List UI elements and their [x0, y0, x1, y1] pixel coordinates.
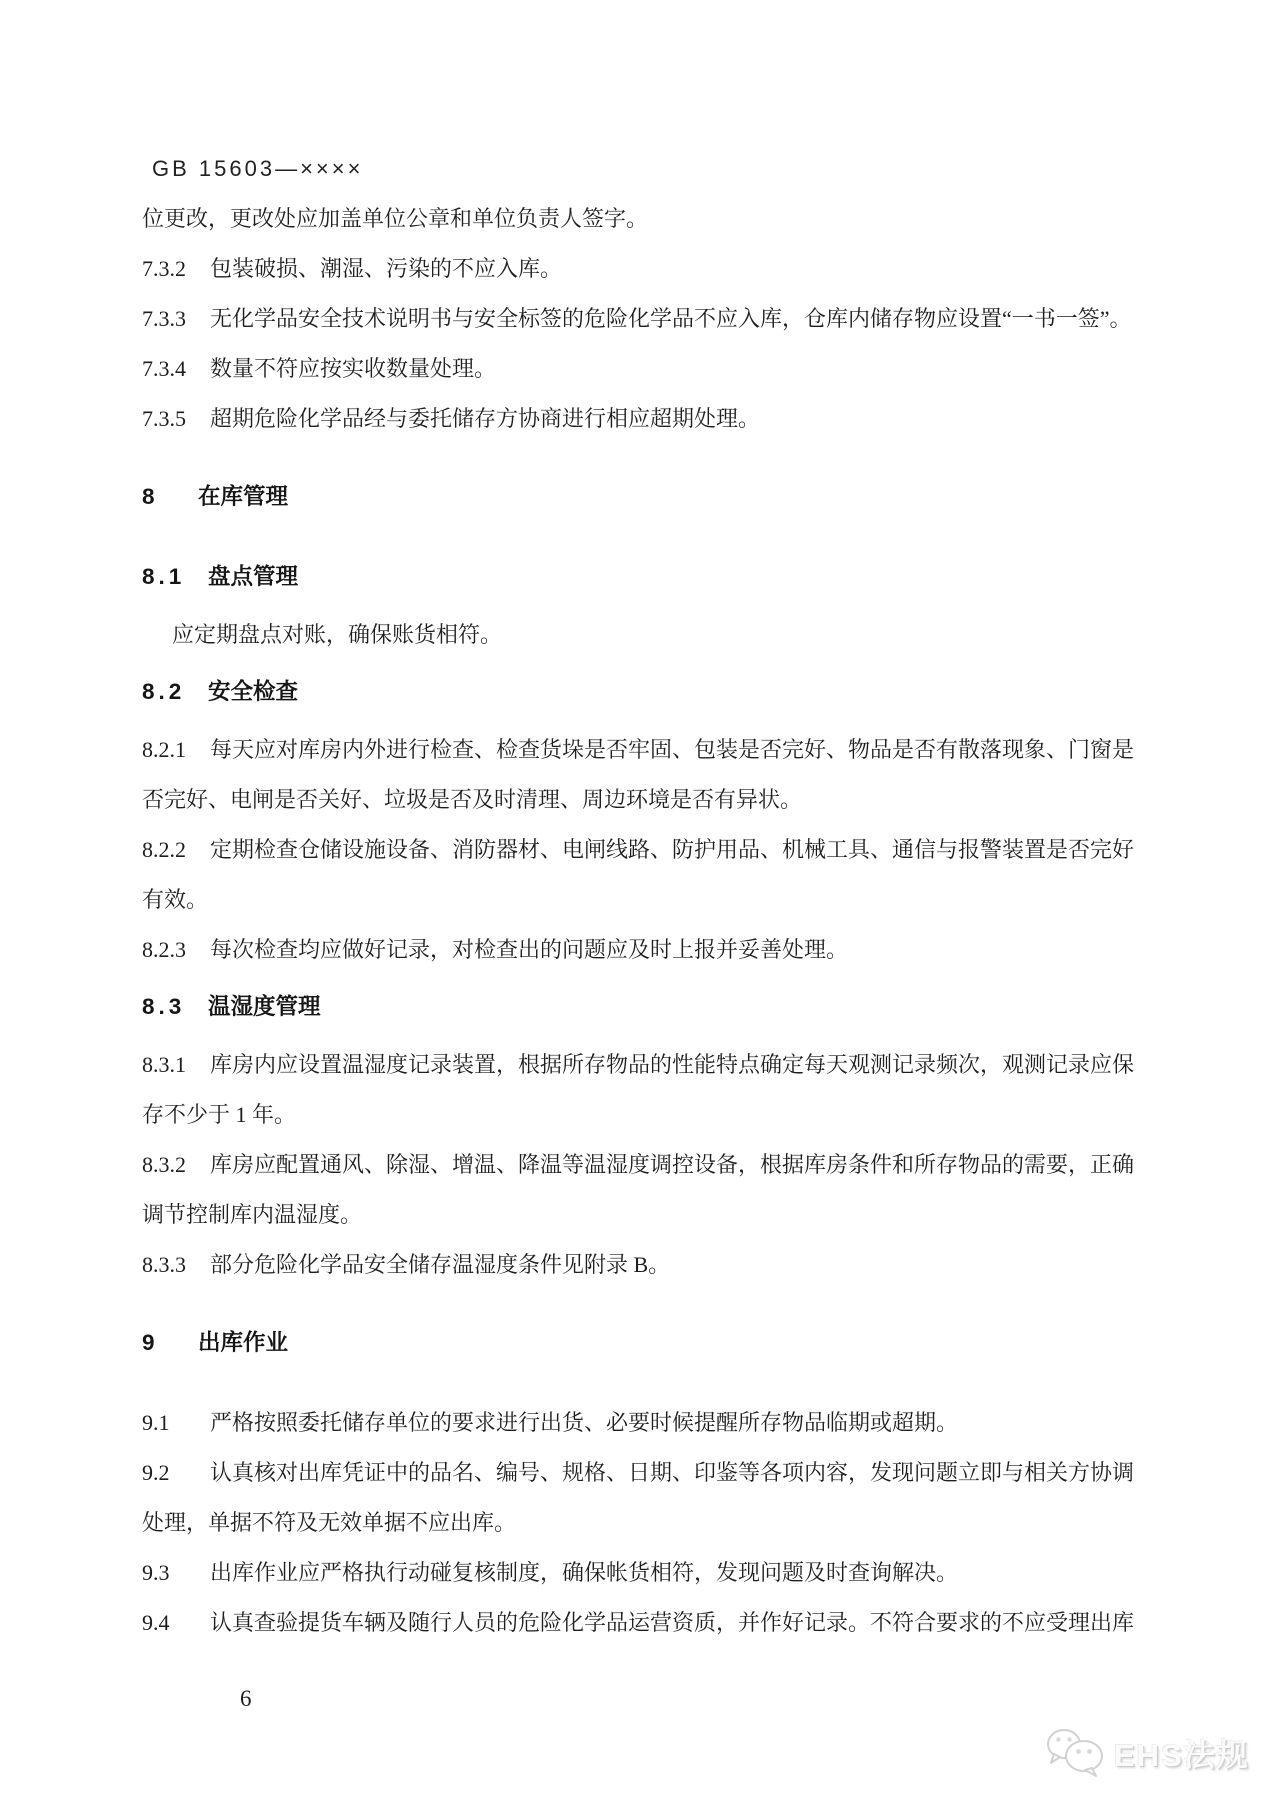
text-line: 出库作业 — [198, 1330, 289, 1355]
clause-number: 7.3.4 — [142, 356, 186, 381]
text-line: 有效。 — [142, 887, 209, 912]
clause-paragraph — [142, 1548, 1162, 1598]
text-line: 部分危险化学品安全储存温湿度条件见附录 B。 — [210, 1252, 671, 1277]
text-line: 超期危险化学品经与委托储存方协商进行相应超期处理。 — [210, 406, 761, 431]
clause-paragraph — [142, 825, 1162, 925]
clause-paragraph — [142, 925, 1162, 975]
text-line: 每天应对库房内外进行检查、检查货垛是否牢固、包装是否完好、物品是否有散落现象、门窗是 — [210, 737, 1135, 762]
section-heading — [142, 1318, 1162, 1368]
text-line: 数量不符应按实收数量处理。 — [210, 356, 497, 381]
subsection-heading — [142, 552, 1162, 602]
subsection-heading — [142, 667, 1162, 717]
text-line: 认真核对出库凭证中的品名、编号、规格、日期、印鉴等各项内容，发现问题立即与相关方协调 — [210, 1460, 1135, 1485]
clause-paragraph — [142, 1398, 1162, 1448]
subsection-heading — [142, 982, 1162, 1032]
clause-paragraph — [142, 294, 1162, 344]
indented-paragraph — [142, 610, 1162, 660]
text-line: 调节控制库内温湿度。 — [142, 1202, 363, 1227]
clause-number: 7.3.2 — [142, 256, 186, 281]
text-line: 盘点管理 — [208, 564, 299, 589]
text-line: 无化学品安全技术说明书与安全标签的危险化学品不应入库，仓库内储存物应设置“一书一签”。 — [210, 306, 1132, 331]
text-line: 位更改，更改处应加盖单位公章和单位负责人签字。 — [142, 206, 649, 231]
clause-number: 8.2.3 — [142, 937, 186, 962]
document-body — [142, 144, 1162, 1648]
clause-number: 7.3.5 — [142, 406, 186, 431]
text-line: 认真查验提货车辆及随行人员的危险化学品运营资质，并作好记录。不符合要求的不应受理出库 — [210, 1610, 1135, 1635]
clause-number: 9.3 — [142, 1560, 170, 1585]
clause-paragraph — [142, 1140, 1162, 1240]
clause-number: 9 — [142, 1330, 157, 1355]
text-line: 应定期盘点对账，确保账货相符。 — [172, 622, 503, 647]
text-line: 温湿度管理 — [208, 994, 321, 1019]
clause-number: 8.3 — [142, 994, 186, 1019]
clause-number: 9.4 — [142, 1610, 170, 1635]
text-line: 严格按照委托储存单位的要求进行出货、必要时候提醒所存物品临期或超期。 — [210, 1410, 959, 1435]
text-line: 安全检查 — [208, 679, 299, 704]
text-line: 处理，单据不符及无效单据不应出库。 — [142, 1510, 517, 1535]
clause-paragraph — [142, 394, 1162, 444]
clause-number: 9.2 — [142, 1460, 170, 1485]
text-line: 否完好、电闸是否关好、垃圾是否及时清理、周边环境是否有异状。 — [142, 787, 803, 812]
clause-number: 8.1 — [142, 564, 186, 589]
doc-code-header — [142, 144, 1162, 194]
text-line: 每次检查均应做好记录，对检查出的问题应及时上报并妥善处理。 — [210, 937, 849, 962]
clause-number: 8.3.2 — [142, 1152, 186, 1177]
clause-paragraph — [142, 1598, 1162, 1648]
text-line: 库房内应设置温湿度记录装置，根据所存物品的性能特点确定每天观测记录频次，观测记录应保 — [210, 1052, 1135, 1077]
watermark-label: EHS法规 — [1114, 1737, 1250, 1773]
clause-paragraph — [142, 244, 1162, 294]
clause-number: 8.3.1 — [142, 1052, 186, 1077]
clause-paragraph — [142, 344, 1162, 394]
clause-paragraph — [142, 725, 1162, 825]
wechat-icon — [1044, 1726, 1106, 1778]
paragraph — [142, 194, 1162, 244]
text-line: 出库作业应严格执行动碰复核制度，确保帐货相符，发现问题及时查询解决。 — [210, 1560, 959, 1585]
text-line: 在库管理 — [198, 484, 289, 509]
page-number: 6 — [240, 1686, 252, 1711]
text-line: 包装破损、潮湿、污染的不应入库。 — [210, 256, 563, 281]
section-heading — [142, 472, 1162, 522]
clause-number: 9.1 — [142, 1410, 170, 1435]
doc-code: GB 15603—×××× — [152, 156, 364, 181]
clause-number: 8 — [142, 484, 157, 509]
watermark — [1044, 1726, 1250, 1778]
clause-number: 8.2.1 — [142, 737, 186, 762]
clause-paragraph — [142, 1448, 1162, 1548]
text-line: 库房应配置通风、除湿、增温、降温等温湿度调控设备，根据库房条件和所存物品的需要，正确 — [210, 1152, 1135, 1177]
clause-number: 7.3.3 — [142, 306, 186, 331]
clause-number: 8.2.2 — [142, 837, 186, 862]
clause-number: 8.2 — [142, 679, 186, 704]
clause-paragraph — [142, 1240, 1162, 1290]
text-line: 存不少于 1 年。 — [142, 1102, 297, 1127]
text-line: 定期检查仓储设施设备、消防器材、电闸线路、防护用品、机械工具、通信与报警装置是否完好 — [210, 837, 1135, 862]
clause-paragraph — [142, 1040, 1162, 1140]
clause-number: 8.3.3 — [142, 1252, 186, 1277]
